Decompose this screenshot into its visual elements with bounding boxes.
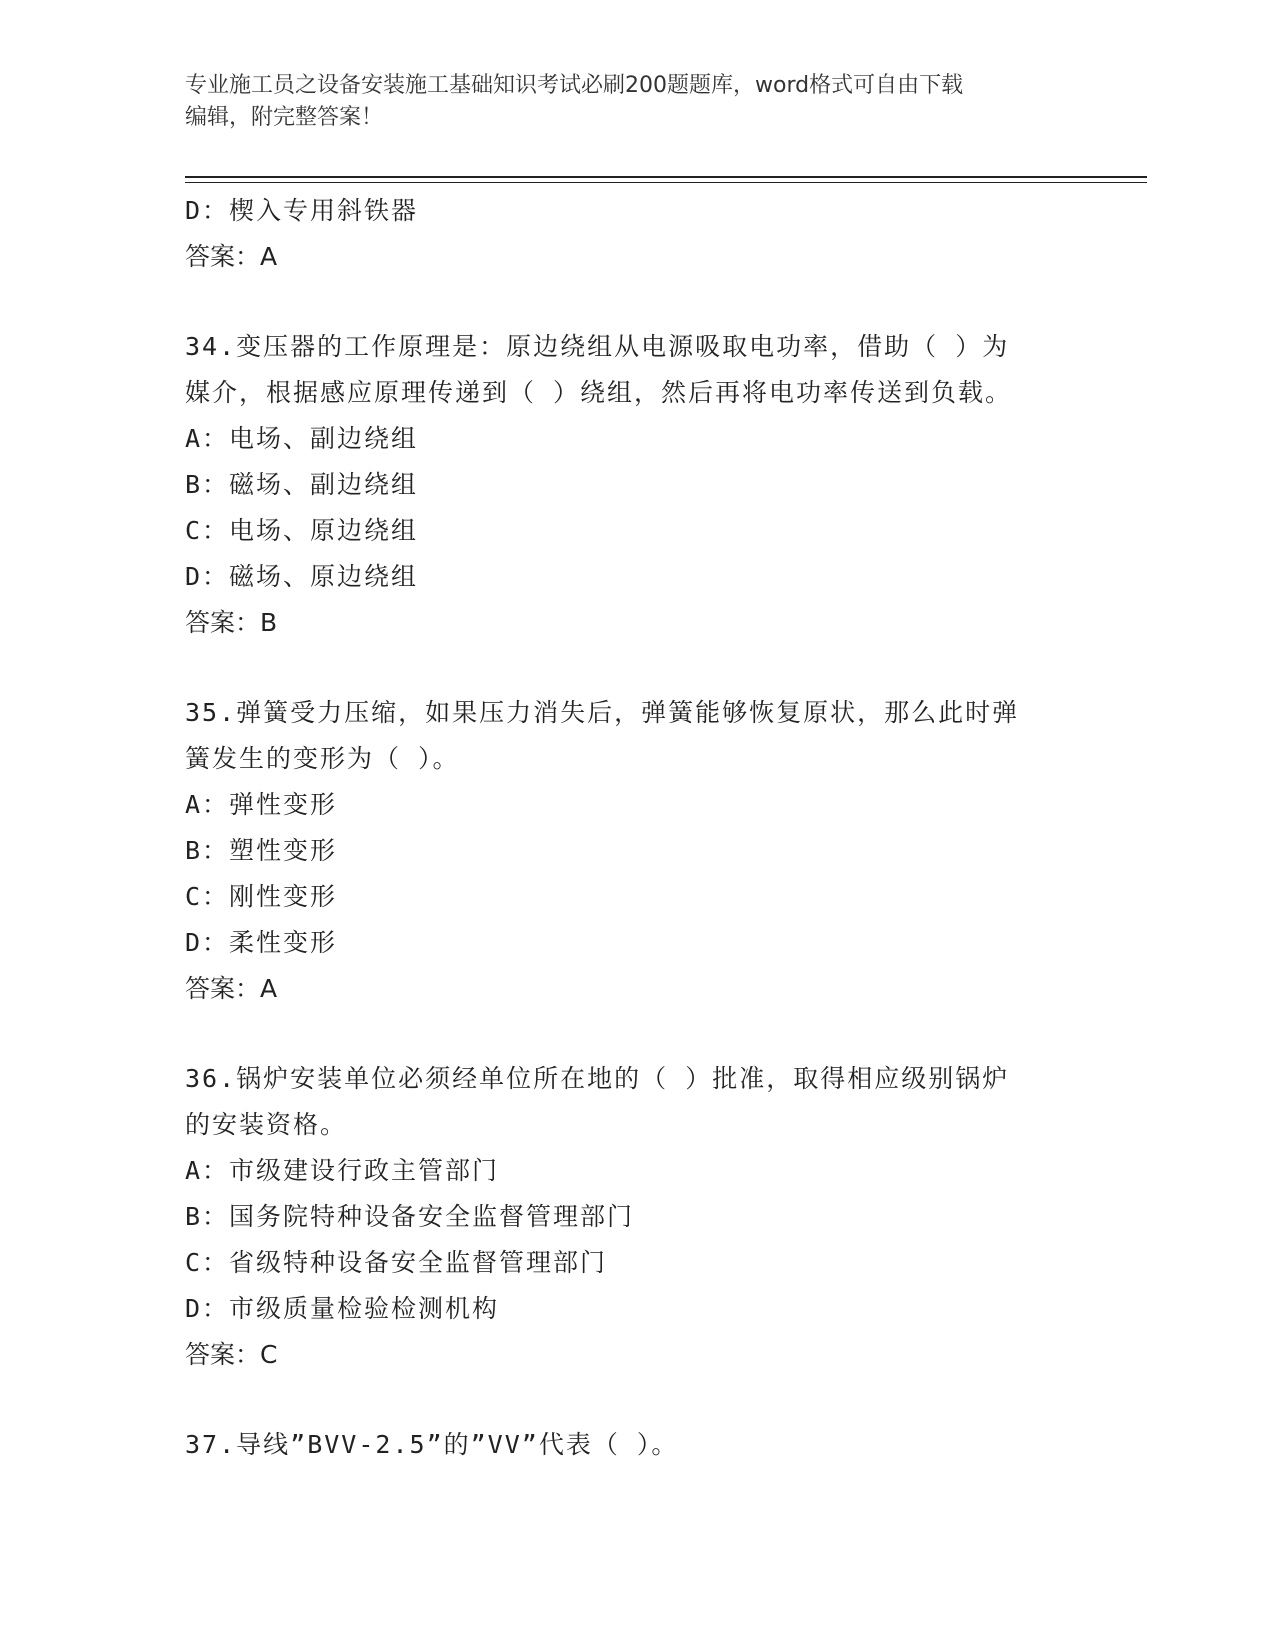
question-text-line-2: 簧发生的变形为（ ）。 (185, 744, 460, 773)
question-text-line-2: 的安装资格。 (185, 1110, 348, 1139)
question-37 (185, 1422, 1085, 1468)
question-34 (185, 324, 1085, 646)
option-b: B：国务院特种设备安全监督管理部门 (185, 1202, 635, 1231)
option-a: A：弹性变形 (185, 790, 338, 819)
question-content (185, 188, 1085, 1468)
answer: 答案：C (185, 1340, 278, 1369)
header-line-1: 专业施工员之设备安装施工基础知识考试必刷200题题库，word格式可自由下载 (185, 73, 964, 98)
document-header (185, 70, 1085, 134)
spacer (185, 1012, 1085, 1056)
question-text-line-1: 35.弹簧受力压缩，如果压力消失后，弹簧能够恢复原状，那么此时弹 (185, 698, 1020, 727)
question-text-line-1: 34.变压器的工作原理是：原边绕组从电源吸取电功率，借助（ ）为 (185, 332, 1010, 361)
header-divider-thick (185, 176, 1147, 178)
option-a: A：市级建设行政主管部门 (185, 1156, 500, 1185)
question-35 (185, 690, 1085, 1012)
option-c: C：刚性变形 (185, 882, 338, 911)
question-text-line-1: 36.锅炉安装单位必须经单位所在地的（ ）批准，取得相应级别锅炉 (185, 1064, 1010, 1093)
option-a: A：电场、副边绕组 (185, 424, 419, 453)
header-divider-thin (185, 182, 1147, 183)
header-line-2: 编辑，附完整答案！ (185, 105, 384, 130)
prev-answer: 答案：A (185, 242, 278, 271)
option-c: C：电场、原边绕组 (185, 516, 419, 545)
spacer (185, 280, 1085, 324)
option-d: D：市级质量检验检测机构 (185, 1294, 500, 1323)
option-b: B：塑性变形 (185, 836, 338, 865)
prev-option-d: D：楔入专用斜铁器 (185, 196, 419, 225)
option-b: B：磁场、副边绕组 (185, 470, 419, 499)
option-d: D：柔性变形 (185, 928, 338, 957)
spacer (185, 1378, 1085, 1422)
spacer (185, 646, 1085, 690)
answer: 答案：B (185, 608, 278, 637)
option-d: D：磁场、原边绕组 (185, 562, 419, 591)
option-c: C：省级特种设备安全监督管理部门 (185, 1248, 608, 1277)
question-36 (185, 1056, 1085, 1378)
answer: 答案：A (185, 974, 278, 1003)
question-text-line-1: 37.导线”BVV-2.5”的”VV”代表（ ）。 (185, 1430, 679, 1459)
question-text-line-2: 媒介，根据感应原理传递到（ ）绕组，然后再将电功率传送到负载。 (185, 378, 1013, 407)
